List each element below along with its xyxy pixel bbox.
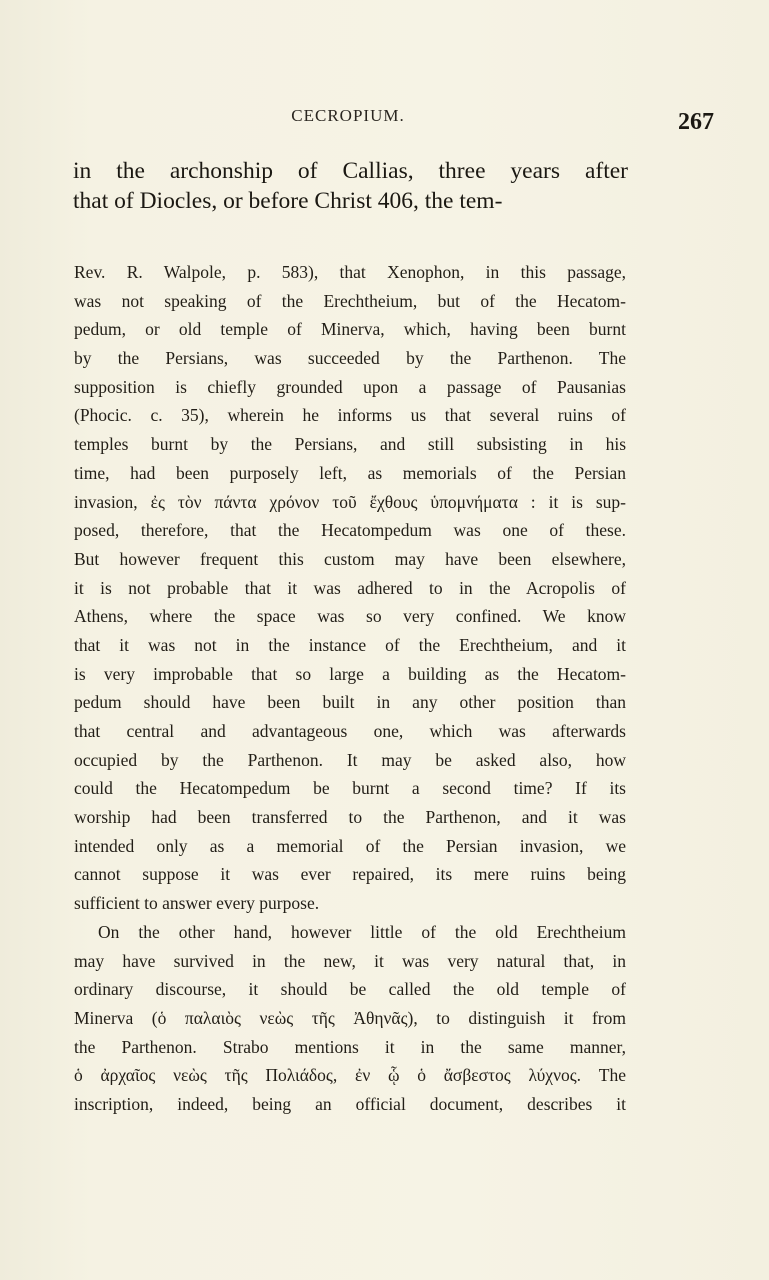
footnote-line: time, had been purposely left, as memorials of the Persian	[74, 462, 626, 483]
footnote-line: is very improbable that so large a building as the Hecatom-	[74, 663, 626, 684]
footnote-line: But however frequent this custom may have been elsewhere,	[74, 548, 626, 569]
footnote-line: it is not probable that it was adhered to in the Acropolis of	[74, 577, 626, 598]
footnote-text	[74, 258, 626, 1119]
footnote-line: intended only as a memorial of the Persian invasion, we	[74, 835, 626, 856]
footnote-line: the Parthenon. Strabo mentions it in the same manner,	[74, 1036, 626, 1057]
footnote-line: inscription, indeed, being an official document, describes it	[74, 1093, 626, 1114]
footnote-line: (Phocic. c. 35), wherein he informs us that several ruins of	[74, 405, 626, 426]
footnote-line: supposition is chiefly grounded upon a passage of Pausanias	[74, 376, 626, 397]
footnote-line: ὁ ἀρχαῖος νεὼς τῆς Πολιάδος, ἐν ᾧ ὁ ἄσβεστος λύχνος. The	[74, 1065, 626, 1086]
page-number: 267	[678, 109, 714, 135]
text-line: in the archonship of Callias, three years after	[73, 158, 628, 184]
footnote-line: that it was not in the instance of the Erechtheium, and it	[74, 634, 626, 655]
footnote-line: Athens, where the space was so very confined. We know	[74, 606, 626, 627]
footnote-line: sufficient to answer every purpose.	[74, 893, 320, 914]
footnote-line: worship had been transferred to the Parthenon, and it was	[74, 807, 626, 828]
footnote-line: On the other hand, however little of the old Erechtheium	[98, 921, 626, 942]
running-title: CECROPIUM.	[291, 106, 405, 125]
footnote-line: could the Hecatompedum be burnt a second time? If its	[74, 778, 626, 799]
footnote-line: that central and advantageous one, which was afterwards	[74, 721, 626, 741]
footnote-line: pedum should have been built in any other position than	[74, 692, 626, 713]
footnote-line: pedum, or old temple of Minerva, which, having been burnt	[74, 319, 626, 340]
footnote-line: by the Persians, was succeeded by the Parthenon. The	[74, 348, 626, 369]
footnote-line: was not speaking of the Erechtheium, but of the Hecatom-	[74, 290, 626, 311]
footnote-line: Minerva (ὁ παλαιὸς νεὼς τῆς Ἀθηνᾶς), to distinguish it from	[74, 1007, 626, 1028]
footnote-line: ordinary discourse, it should be called the old temple of	[74, 979, 626, 1000]
footnote-line: cannot suppose it was ever repaired, its mere ruins being	[74, 864, 626, 885]
footnote-line: invasion, ἐς τὸν πάντα χρόνον τοῦ ἔχθους ὑπομνήματα : it is sup-	[74, 491, 626, 512]
footnote-line: posed, therefore, that the Hecatompedum was one of these.	[74, 520, 626, 541]
footnote-line: may have survived in the new, it was very natural that, in	[74, 950, 626, 971]
footnote-line: Rev. R. Walpole, p. 583), that Xenophon, in this passage,	[74, 262, 626, 282]
footnote-line: temples burnt by the Persians, and still subsisting in his	[74, 434, 626, 455]
text-line: that of Diocles, or before Christ 406, the tem-	[73, 188, 503, 214]
main-text	[73, 156, 628, 216]
footnote-line: occupied by the Parthenon. It may be asked also, how	[74, 749, 626, 770]
